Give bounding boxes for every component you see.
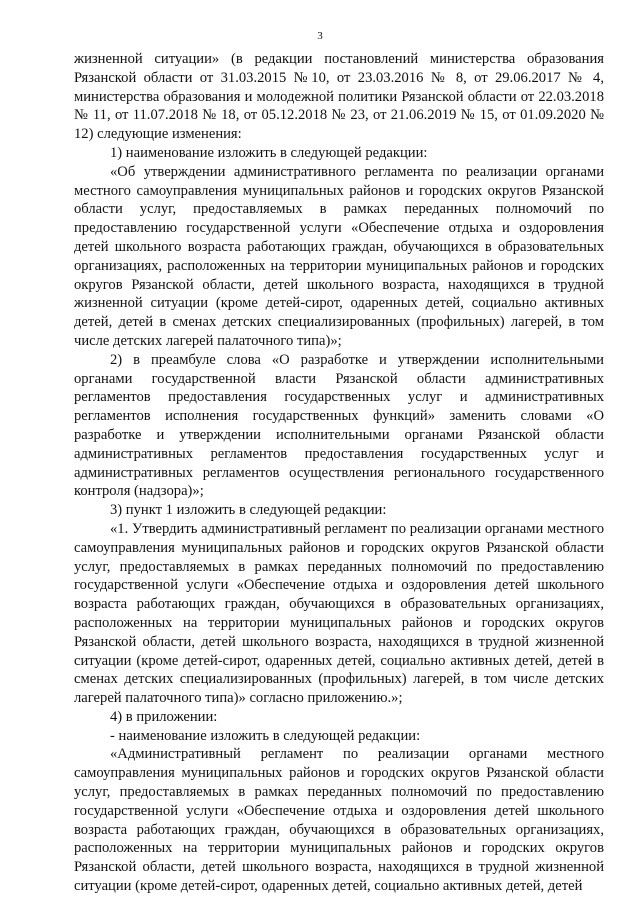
paragraph-item-2: 2) в преамбуле слова «О разработке и утверждении исполнительными органами государственной власти Рязанской области административных регламентов предоставления государственных услуг и административных регламентов исполнения государственных функций» заменить словами «О разработке и утверждении исполнительными органами Рязанской области административных регламентов предоставления государственных услуг и административных регламентов осуществления регионального государственного контроля (надзора)»; — [74, 351, 604, 500]
paragraph-point-1-quote: «1. Утвердить административный регламент по реализации органами местного самоуправления муниципальных районов и городских округов Рязанской области услуг, предоставляемых в рамках переданных полномочий по предоставлению государственной услуги «Обеспечение отдыха и оздоровления детей школьного возраста работающих граждан, обучающихся в образовательных организациях, расположенных на территории муниципальных районов и городских округов Рязанской области, детей школьного возраста, находящихся в трудной жизненной ситуации (кроме детей-сирот, одаренных детей, социально активных детей, детей в сменах детских специализированных (профильных) лагерей, в том числе детских лагерей палаточного типа)» согласно приложению.»; — [74, 520, 604, 707]
paragraph-item-3: 3) пункт 1 изложить в следующей редакции: — [110, 502, 387, 519]
page-number: 3 — [317, 30, 323, 42]
document-body — [74, 50, 604, 896]
paragraph-dash-item: - наименование изложить в следующей редакции: — [110, 727, 421, 744]
paragraph-continuation: жизненной ситуации» (в редакции постановлений министерства образования Рязанской области от 31.03.2015 №10, от 23.03.2016 № 8, от 29.06.2017 № 4, министерства образования и молодежной политики Рязанской области от 22.03.2018 № 11, от 11.07.2018 № 18, от 05.12.2018 № 23, от 21.06.2019 № 15, от 01.09.2020 № 12) следующие изменения: — [74, 51, 604, 143]
paragraph-item-4: 4) в приложении: — [110, 708, 218, 725]
paragraph-title-quote: «Об утверждении административного регламента по реализации органами местного самоуправления муниципальных районов и городских округов Рязанской области услуг, предоставляемых в рамках переданных полномочий по предоставлению государственной услуги «Обеспечение отдыха и оздоровления детей школьного возраста работающих граждан, обучающихся в образовательных организациях, расположенных на территории муниципальных районов и городских округов Рязанской области, детей школьного возраста, находящихся в трудной жизненной ситуации (кроме детей-сирот, одаренных детей, социально активных детей, детей в сменах детских специализированных (профильных) лагерей, в том числе детских лагерей палаточного типа)»; — [74, 163, 604, 349]
paragraph-regulation-title: «Административный регламент по реализации органами местного самоуправления муниципальных районов и городских округов Рязанской области услуг, предоставляемых в рамках переданных полномочий по предоставлению государственной услуги «Обеспечение отдыха и оздоровления детей школьного возраста работающих граждан, обучающихся в образовательных организациях, расположенных на территории муниципальных районов и городских округов Рязанской области, детей школьного возраста, находящихся в трудной жизненной ситуации (кроме детей-сирот, одаренных детей, социально активных детей, детей — [74, 746, 604, 895]
paragraph-item-1: 1) наименование изложить в следующей редакции: — [110, 144, 428, 161]
